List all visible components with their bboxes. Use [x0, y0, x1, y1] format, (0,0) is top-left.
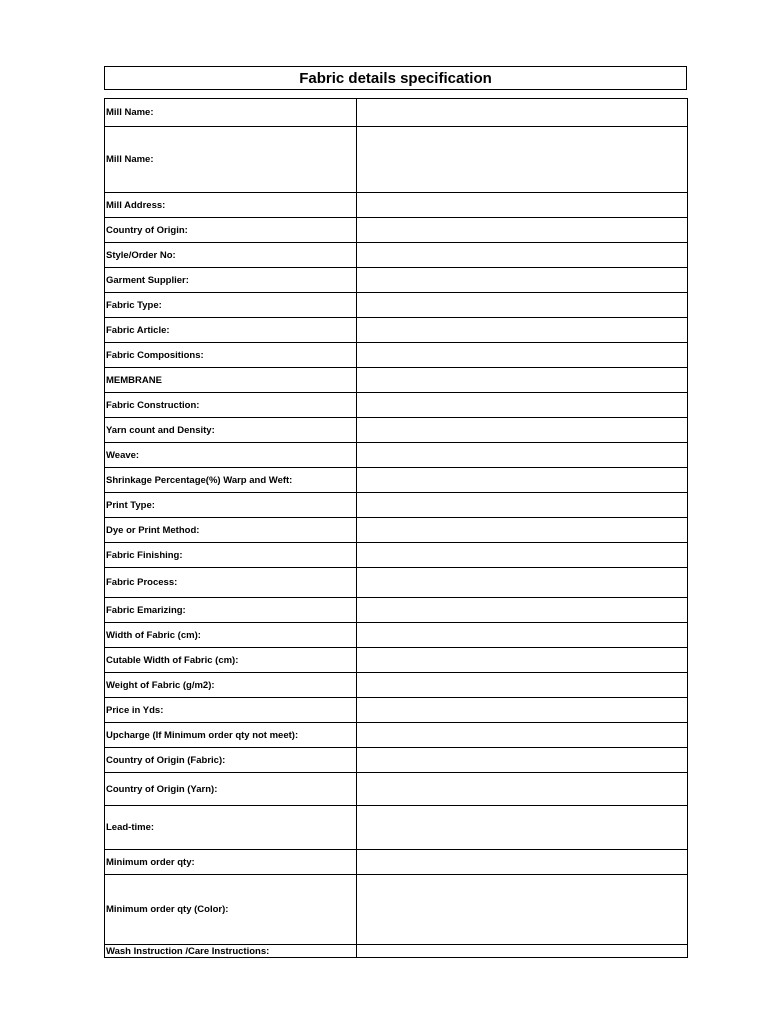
fabric-spec-table — [104, 98, 688, 958]
spec-value[interactable] — [357, 193, 688, 218]
spec-label: Minimum order qty (Color): — [105, 875, 357, 945]
spec-row-fabric-process — [105, 568, 688, 598]
spec-label: Country of Origin (Yarn): — [105, 773, 357, 806]
spec-row-garment-supplier — [105, 268, 688, 293]
spec-row-upcharge — [105, 723, 688, 748]
spec-value[interactable] — [357, 293, 688, 318]
spec-row-mill-name — [105, 99, 688, 127]
spec-row-lead-time — [105, 806, 688, 850]
spec-label: Shrinkage Percentage(%) Warp and Weft: — [105, 468, 357, 493]
spec-label: Fabric Compositions: — [105, 343, 357, 368]
spec-value[interactable] — [357, 393, 688, 418]
spec-value[interactable] — [357, 543, 688, 568]
spec-value[interactable] — [357, 127, 688, 193]
spec-label: Mill Name: — [105, 99, 357, 127]
spec-row-dye-print-method — [105, 518, 688, 543]
spec-row-mill-name-2 — [105, 127, 688, 193]
spec-label: Fabric Emarizing: — [105, 598, 357, 623]
spec-row-country-of-origin — [105, 218, 688, 243]
spec-value[interactable] — [357, 518, 688, 543]
spec-row-wash-instruction — [105, 945, 688, 958]
spec-label: Fabric Type: — [105, 293, 357, 318]
spec-value[interactable] — [357, 218, 688, 243]
spec-label: Fabric Process: — [105, 568, 357, 598]
spec-value[interactable] — [357, 773, 688, 806]
spec-row-shrinkage — [105, 468, 688, 493]
spec-value[interactable] — [357, 806, 688, 850]
spec-label: Weave: — [105, 443, 357, 468]
spec-row-weight-of-fabric — [105, 673, 688, 698]
spec-value[interactable] — [357, 468, 688, 493]
spec-value[interactable] — [357, 623, 688, 648]
spec-value[interactable] — [357, 723, 688, 748]
spec-row-country-origin-yarn — [105, 773, 688, 806]
spec-value[interactable] — [357, 443, 688, 468]
spec-label: Dye or Print Method: — [105, 518, 357, 543]
spec-row-fabric-emarizing — [105, 598, 688, 623]
spec-label: Width of Fabric (cm): — [105, 623, 357, 648]
spec-label: Yarn count and Density: — [105, 418, 357, 443]
spec-row-minimum-order-qty-color — [105, 875, 688, 945]
spec-value[interactable] — [357, 368, 688, 393]
spec-label: Minimum order qty: — [105, 850, 357, 875]
spec-row-price-in-yds — [105, 698, 688, 723]
spec-row-minimum-order-qty — [105, 850, 688, 875]
spec-row-membrane — [105, 368, 688, 393]
spec-label: Garment Supplier: — [105, 268, 357, 293]
spec-label: Fabric Construction: — [105, 393, 357, 418]
spec-label: Fabric Article: — [105, 318, 357, 343]
spec-label: Country of Origin (Fabric): — [105, 748, 357, 773]
spec-row-yarn-count — [105, 418, 688, 443]
spec-label: Wash Instruction /Care Instructions: — [105, 945, 357, 958]
spec-value[interactable] — [357, 875, 688, 945]
spec-label: Lead-time: — [105, 806, 357, 850]
spec-row-mill-address — [105, 193, 688, 218]
spec-value[interactable] — [357, 268, 688, 293]
spec-value[interactable] — [357, 343, 688, 368]
document-title: Fabric details specification — [299, 69, 492, 87]
spec-value[interactable] — [357, 418, 688, 443]
spec-value[interactable] — [357, 493, 688, 518]
spec-row-print-type — [105, 493, 688, 518]
spec-value[interactable] — [357, 945, 688, 958]
spec-label: Cutable Width of Fabric (cm): — [105, 648, 357, 673]
spec-value[interactable] — [357, 598, 688, 623]
spec-row-fabric-article — [105, 318, 688, 343]
spec-label: Mill Address: — [105, 193, 357, 218]
spec-row-fabric-construction — [105, 393, 688, 418]
spec-value[interactable] — [357, 99, 688, 127]
spec-value[interactable] — [357, 748, 688, 773]
spec-label: Upcharge (If Minimum order qty not meet): — [105, 723, 357, 748]
spec-label: Print Type: — [105, 493, 357, 518]
spec-row-style-order-no — [105, 243, 688, 268]
spec-row-fabric-finishing — [105, 543, 688, 568]
spec-label: Weight of Fabric (g/m2): — [105, 673, 357, 698]
spec-value[interactable] — [357, 648, 688, 673]
spec-label: Mill Name: — [105, 127, 357, 193]
spec-row-cutable-width — [105, 648, 688, 673]
spec-row-width-of-fabric — [105, 623, 688, 648]
spec-value[interactable] — [357, 568, 688, 598]
spec-label: Price in Yds: — [105, 698, 357, 723]
spec-row-fabric-compositions — [105, 343, 688, 368]
spec-value[interactable] — [357, 243, 688, 268]
spec-label: Style/Order No: — [105, 243, 357, 268]
spec-label: Fabric Finishing: — [105, 543, 357, 568]
spec-label: Country of Origin: — [105, 218, 357, 243]
spec-value[interactable] — [357, 698, 688, 723]
document-title-box — [104, 66, 687, 90]
spec-value[interactable] — [357, 673, 688, 698]
spec-row-country-origin-fabric — [105, 748, 688, 773]
spec-label: MEMBRANE — [105, 368, 357, 393]
spec-row-fabric-type — [105, 293, 688, 318]
spec-row-weave — [105, 443, 688, 468]
spec-value[interactable] — [357, 850, 688, 875]
spec-value[interactable] — [357, 318, 688, 343]
